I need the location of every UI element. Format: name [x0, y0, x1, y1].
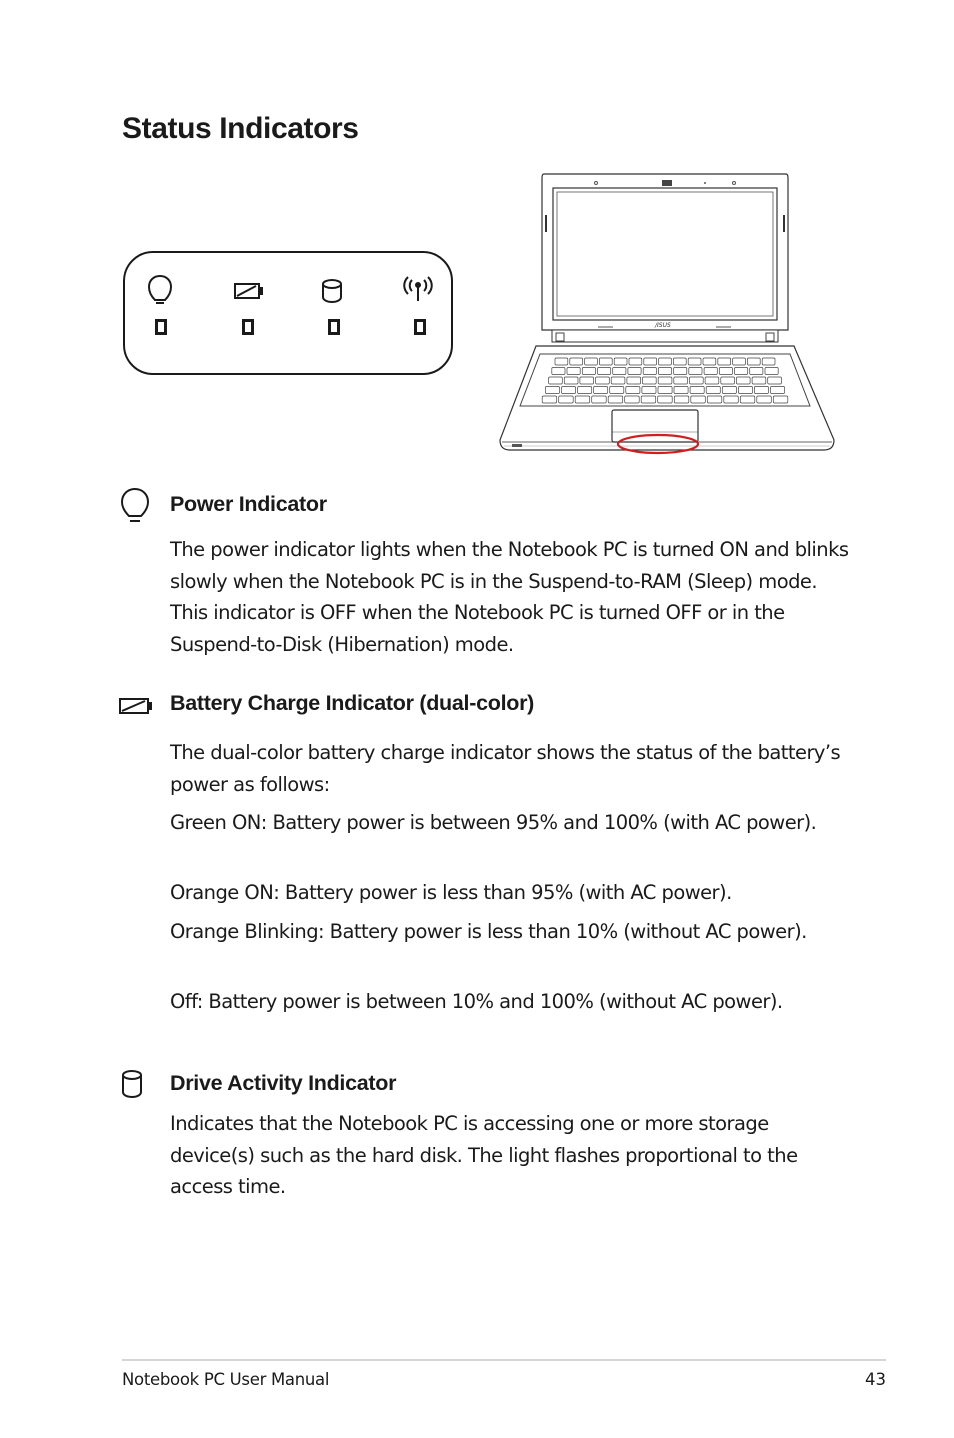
keyboard-key [673, 358, 686, 365]
drive-cylinder-icon [323, 280, 341, 302]
footer-manual-name: Notebook PC User Manual [122, 1370, 330, 1389]
keyboard-key [582, 368, 595, 375]
keyboard-key [773, 396, 788, 403]
led-indicator [155, 319, 167, 335]
keyboard-key [575, 396, 590, 403]
keyboard-key [752, 377, 766, 384]
keyboard-key [658, 387, 672, 394]
keyboard-key [718, 358, 731, 365]
keyboard-key [706, 387, 720, 394]
keyboard-key [705, 377, 719, 384]
keyboard-key [736, 377, 750, 384]
keyboard-key [740, 396, 755, 403]
keyboard-key [596, 377, 610, 384]
keyboard-key [629, 358, 642, 365]
keyboard-key [580, 377, 594, 384]
battery-indicator-heading: Battery Charge Indicator (dual-color) [170, 691, 535, 715]
led-indicator [328, 319, 340, 335]
keyboard-key [545, 387, 559, 394]
keyboard-key [688, 358, 701, 365]
indicator-panel [123, 251, 453, 375]
keyboard-key [771, 387, 785, 394]
keyboard-key [549, 377, 563, 384]
keyboard-key [610, 387, 624, 394]
keyboard-key [594, 387, 608, 394]
power-indicator-heading: Power Indicator [170, 492, 327, 516]
drive-indicator-heading: Drive Activity Indicator [170, 1071, 397, 1095]
keyboard-key [570, 358, 583, 365]
keyboard-key [555, 358, 568, 365]
keyboard-key [768, 377, 782, 384]
keyboard-key [614, 358, 627, 365]
battery-green-on: Green ON: Battery power is between 95% and 100% (with AC power). [170, 811, 817, 834]
keyboard-key [644, 358, 657, 365]
keyboard-key [611, 377, 625, 384]
battery-orange-blinking: Orange Blinking: Battery power is less than 10% (without AC power). [170, 920, 807, 943]
power-bulb-icon [118, 486, 152, 530]
keyboard-key [721, 377, 735, 384]
keyboard-key [690, 377, 704, 384]
keyboard-key [674, 368, 687, 375]
keyboard-key [674, 387, 688, 394]
keyboard-key [674, 377, 688, 384]
keyboard-key [691, 396, 706, 403]
battery-off: Off: Battery power is between 10% and 100% (without AC power). [170, 990, 783, 1013]
keyboard-key [658, 377, 672, 384]
led-indicator [242, 319, 254, 335]
keyboard-key [608, 396, 623, 403]
keyboard-key [613, 368, 626, 375]
battery-charge-icon [118, 696, 154, 720]
keyboard-key [735, 368, 748, 375]
keyboard-key [658, 396, 673, 403]
keyboard-key [724, 396, 739, 403]
keyboard-key [765, 368, 778, 375]
power-indicator-description: The power indicator lights when the Notebook PC is turned ON and blinks slowly when the Notebook PC is in the Suspend-to-RAM (Sleep) mode. This indicator is OFF when the Notebook PC is turned OFF or in the Suspend-to-Disk (Hibernation) mode. [170, 538, 849, 656]
keyboard-key [643, 368, 656, 375]
keyboard-key [542, 396, 557, 403]
led-indicator [414, 319, 426, 335]
keyboard-key [592, 396, 607, 403]
keyboard-key [674, 396, 689, 403]
laptop-brand-logo: /ISUS [655, 322, 671, 329]
battery-intro: The dual-color battery charge indicator shows the status of the battery’s power as follows: [170, 741, 841, 796]
keyboard-key [599, 358, 612, 365]
keyboard-key [559, 396, 574, 403]
battery-charge-icon [235, 284, 262, 298]
keyboard-key [690, 387, 704, 394]
page-number: 43 [865, 1370, 886, 1389]
drive-indicator-description: Indicates that the Notebook PC is accessing one or more storage device(s) such as the hard disk. The light flashes proportional to the access time. [170, 1112, 798, 1198]
keyboard-key [757, 396, 772, 403]
keyboard-key [722, 387, 736, 394]
keyboard-key [552, 368, 565, 375]
keyboard-key [707, 396, 722, 403]
keyboard-key [585, 358, 598, 365]
keyboard-key [733, 358, 746, 365]
laptop-illustration [498, 170, 838, 464]
keyboard-key [627, 377, 641, 384]
keyboard-key [750, 368, 763, 375]
keyboard-key [703, 358, 716, 365]
keyboard-key [628, 368, 641, 375]
keyboard-key [564, 377, 578, 384]
keyboard-key [562, 387, 576, 394]
footer-divider [122, 1359, 886, 1361]
keyboard-key [719, 368, 732, 375]
keyboard-key [642, 387, 656, 394]
keyboard-key [689, 368, 702, 375]
keyboard-key [641, 396, 656, 403]
keyboard-key [704, 368, 717, 375]
keyboard-key [643, 377, 657, 384]
keyboard-key [625, 396, 640, 403]
page-title: Status Indicators [122, 112, 359, 145]
keyboard-key [626, 387, 640, 394]
keyboard-key [598, 368, 611, 375]
battery-orange-on: Orange ON: Battery power is less than 95% (with AC power). [170, 881, 732, 904]
keyboard-key [659, 358, 672, 365]
wireless-antenna-icon [404, 277, 432, 301]
keyboard-key [567, 368, 580, 375]
drive-cylinder-icon [120, 1068, 146, 1104]
keyboard-key [754, 387, 768, 394]
power-bulb-icon [149, 276, 171, 303]
keyboard-key [658, 368, 671, 375]
keyboard-key [762, 358, 775, 365]
keyboard-key [747, 358, 760, 365]
keyboard-key [578, 387, 592, 394]
keyboard-key [738, 387, 752, 394]
